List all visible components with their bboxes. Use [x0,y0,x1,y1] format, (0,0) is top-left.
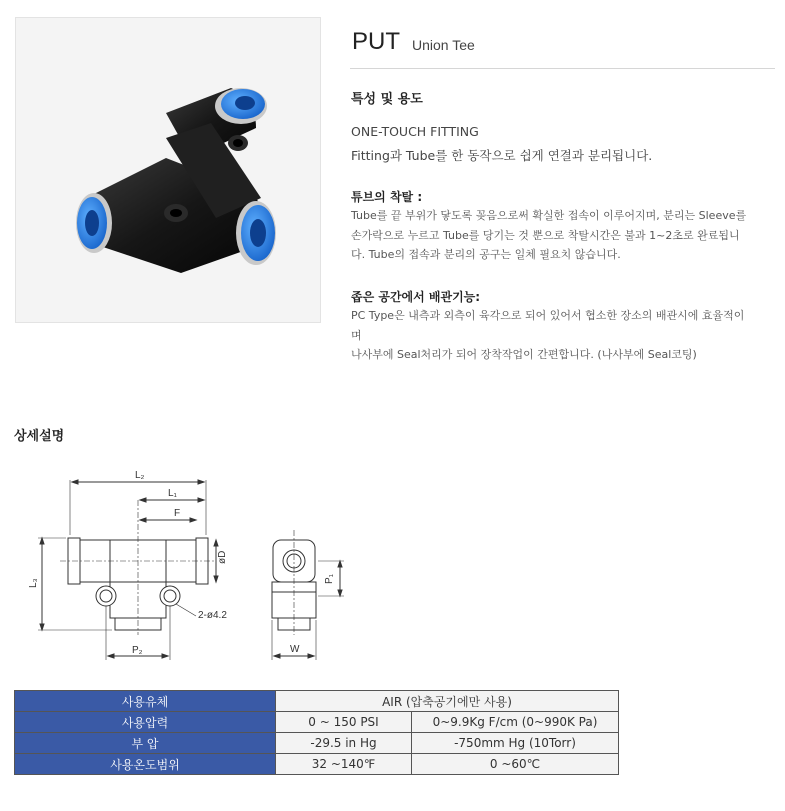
spec-label: 사용압력 [15,712,276,733]
narrow-line-1: PC Type은 내측과 외측이 육각으로 되어 있어서 협소한 장소의 배관시에 효율적이 [351,309,745,322]
spec-value: 32 ~140℉ [276,754,412,775]
table-row [15,754,619,775]
spec-value: 0 ~60℃ [412,754,619,775]
table-row [15,712,619,733]
dim-d: øD [217,550,228,564]
narrow-line-3: 나사부에 Seal처리가 되어 장착작업이 간편합니다. (나사부에 Seal코팅) [351,348,697,361]
title-row [350,28,775,69]
spec-value: -29.5 in Hg [276,733,412,754]
tube-line-3: 다. Tube의 접속과 분리의 공구는 일체 필요치 않습니다. [351,248,621,261]
dim-p2: P₂ [132,645,143,656]
dimension-diagram [20,460,365,670]
product-code: PUT [352,28,400,55]
dim-f: F [174,508,181,519]
union-tee-fitting-image [16,18,320,322]
narrow-line-2: 며 [351,329,362,342]
dim-hole: 2-ø4.2 [198,610,227,621]
dim-l2: L₂ [135,470,145,481]
spec-value: 0~9.9Kg F/cm (0~990K Pa) [412,712,619,733]
table-row [15,733,619,754]
one-touch-title: ONE-TOUCH FITTING [351,124,479,139]
features-title: 특성 및 용도 [351,92,423,107]
tube-line-1: Tube를 끝 부위가 닿도록 꽂음으로써 확실한 접속이 이루어지며, 분리는 Sleeve를 [351,209,747,222]
product-name: Union Tee [412,37,475,53]
spec-value: AIR (압축공기에만 사용) [276,691,619,712]
spec-table [14,690,619,775]
tube-line-2: 손가락으로 누르고 Tube를 당기는 것 뿐으로 착탈시간은 불과 1~2초로 완료됩니 [351,229,740,242]
spec-label: 부 압 [15,733,276,754]
narrow-title: 좁은 공간에서 배관기능: [351,290,481,304]
spec-value: -750mm Hg (10Torr) [412,733,619,754]
detail-title: 상세설명 [14,429,65,444]
table-row [15,691,619,712]
spec-label: 사용유체 [15,691,276,712]
spec-value: 0 ~ 150 PSI [276,712,412,733]
dim-w: W [290,644,300,655]
one-touch-desc: Fitting과 Tube를 한 동작으로 쉽게 연결과 분리됩니다. [351,148,653,163]
dim-l1: L₁ [168,488,177,499]
product-photo [15,17,321,323]
dim-p1: P₁ [324,573,335,584]
spec-label: 사용온도범위 [15,754,276,775]
dim-l3: L₃ [28,578,39,588]
tube-title: 튜브의 착탈 : [351,190,423,204]
